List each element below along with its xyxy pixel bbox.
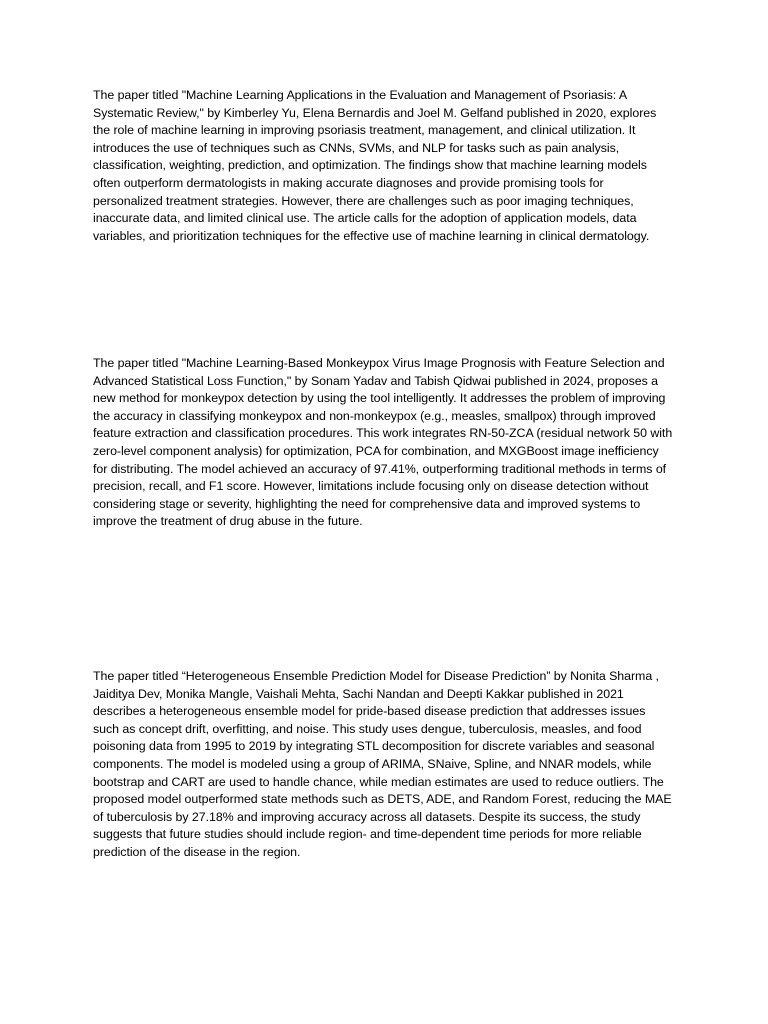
paragraph-ensemble-prediction: The paper titled “Heterogeneous Ensemble Prediction Model for Disease Prediction” by Nonita Sharma , Jaiditya Dev, Monika Mangle, Vaishali Mehta, Sachi Nandan and Deepti Kakkar published in 2021 describes a heterogeneous ensemble model for pride-based disease prediction that addresses issues such as concept drift, overfitting, and noise. This study uses dengue, tuberculosis, measles, and food poisoning data from 1995 to 2019 by integrating STL decomposition for discrete variables and seasonal components. The model is modeled using a group of ARIMA, SNaive, Spline, and NNAR models, while bootstrap and CART are used to handle chance, while median estimates are used to reduce outliers. The proposed model outperformed state methods such as DETS, ADE, and Random Forest, reducing the MAE of tuberculosis by 27.18% and improving accuracy across all datasets. Despite its success, the study suggests that future studies should include region- and time-dependent time periods for more reliable prediction of the disease in the region. bbox=[93, 669, 672, 859]
paragraph-monkeypox-prognosis: The paper titled "Machine Learning-Based Monkeypox Virus Image Prognosis with Feature Selection and Advanced Statistical Loss Function," by Sonam Yadav and Tabish Qidwai published in 2024, proposes a new method for monkeypox detection by using the tool intelligently. It addresses the problem of improving the accuracy in classifying monkeypox and non-monkeypox (e.g., measles, smallpox) through improved feature extraction and classification procedures. This work integrates RN-50-ZCA (residual network 50 with zero-level component analysis) for optimization, PCA for combination, and MXGBoost image inefficiency for distributing. The model achieved an accuracy of 97.41%, outperforming traditional methods in terms of precision, recall, and F1 score. However, limitations include focusing only on disease detection without considering stage or severity, highlighting the need for comprehensive data and improved systems to improve the treatment of drug abuse in the future. bbox=[93, 356, 673, 529]
paragraph-psoriasis-review: The paper titled "Machine Learning Applications in the Evaluation and Management of Psoriasis: A Systematic Review," by Kimberley Yu, Elena Bernardis and Joel M. Gelfand published in 2020, explores the role of machine learning in improving psoriasis treatment, management, and clinical utilization. It introduces the use of techniques such as CNNs, SVMs, and NLP for tasks such as pain analysis, classification, weighting, prediction, and optimization. The findings show that machine learning models often outperform dermatologists in making accurate diagnoses and provide promising tools for personalized treatment strategies. However, there are challenges such as poor imaging techniques, inaccurate data, and limited clinical use. The article calls for the adoption of application models, data variables, and prioritization techniques for the effective use of machine learning in clinical dermatology. bbox=[93, 88, 657, 243]
